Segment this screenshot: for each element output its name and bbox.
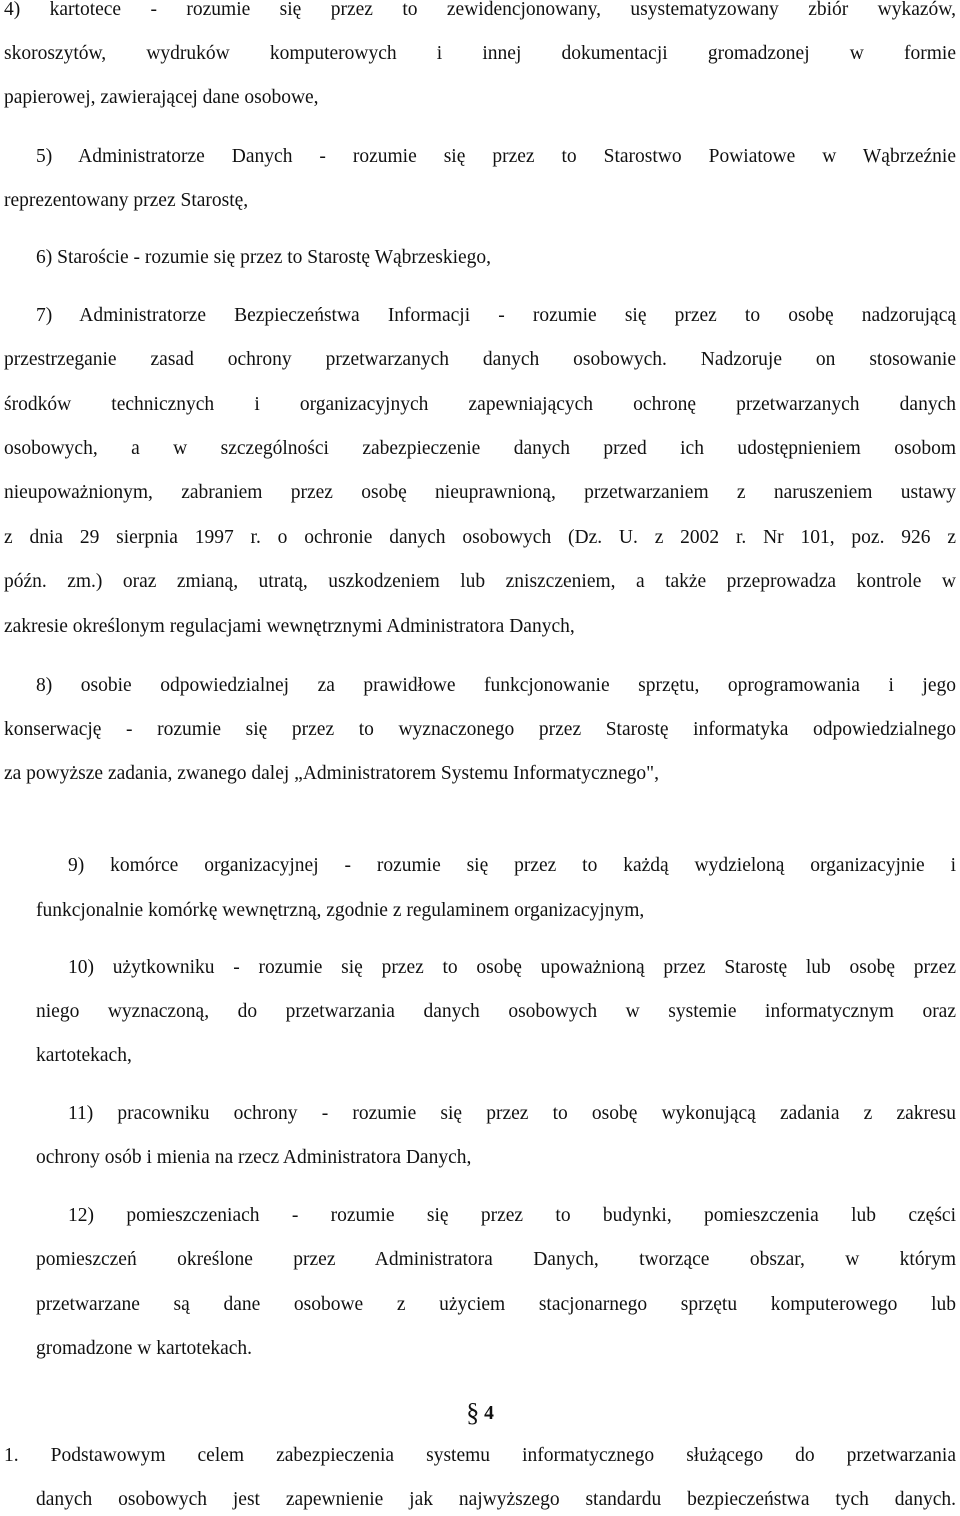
text-line: konserwację - rozumie się przez to wyznaczonego przez Starostę informatyka odpowiedzialnego <box>4 719 956 740</box>
text-line: 12) pomieszczeniach - rozumie się przez to budynki, pomieszczenia lub części <box>68 1205 956 1226</box>
text-line: przestrzeganie zasad ochrony przetwarzanych danych osobowych. Nadzoruje on stosowanie <box>4 349 956 370</box>
text-line: 7) Administratorze Bezpieczeństwa Informacji - rozumie się przez to osobę nadzorującą <box>36 305 956 326</box>
text-line: zakresie określonym regulacjami wewnętrznymi Administratora Danych, <box>4 616 575 637</box>
text-line: 8) osobie odpowiedzialnej za prawidłowe funkcjonowanie sprzętu, oprogramowania i jego <box>36 675 956 696</box>
text-line: funkcjonalnie komórkę wewnętrzną, zgodnie z regulaminem organizacyjnym, <box>36 900 645 921</box>
text-line: przetwarzane są dane osobowe z użyciem stacjonarnego sprzętu komputerowego lub <box>36 1294 956 1315</box>
text-line: 6) Staroście - rozumie się przez to Starostę Wąbrzeskiego, <box>36 247 492 268</box>
section-heading <box>0 1400 960 1427</box>
text-line: późn. zm.) oraz zmianą, utratą, uszkodzeniem lub zniszczeniem, a także przeprowadza kontrole w <box>4 571 956 592</box>
text-line: papierowej, zawierającej dane osobowe, <box>4 87 319 108</box>
text-line: za powyższe zadania, zwanego dalej „Administratorem Systemu Informatycznego", <box>4 763 660 784</box>
text-line: reprezentowany przez Starostę, <box>4 190 249 211</box>
text-line: nieupoważnionym, zabraniem przez osobę nieuprawnioną, przetwarzaniem z naruszeniem ustawy <box>4 482 956 503</box>
text-line: skoroszytów, wydruków komputerowych i innej dokumentacji gromadzonej w formie <box>4 43 956 64</box>
text-line: pomieszczeń określone przez Administratora Danych, tworzące obszar, w którym <box>36 1249 956 1270</box>
section-number: 4 <box>484 1403 494 1424</box>
text-line: niego wyznaczoną, do przetwarzania danych osobowych w systemie informatycznym oraz <box>36 1001 956 1022</box>
text-line: 4) kartotece - rozumie się przez to zewidencjonowany, usystematyzowany zbiór wykazów, <box>4 0 956 20</box>
text-line: 10) użytkowniku - rozumie się przez to osobę upoważnioną przez Starostę lub osobę przez <box>68 957 956 978</box>
text-line: 9) komórce organizacyjnej - rozumie się przez to każdą wydzieloną organizacyjnie i <box>68 855 956 876</box>
text-line: gromadzone w kartotekach. <box>36 1338 253 1359</box>
text-line: środków technicznych i organizacyjnych zapewniających ochronę przetwarzanych danych <box>4 394 956 415</box>
text-line: z dnia 29 sierpnia 1997 r. o ochronie danych osobowych (Dz. U. z 2002 r. Nr 101, poz. 926 z <box>4 527 956 548</box>
text-line: 11) pracowniku ochrony - rozumie się przez to osobę wykonującą zadania z zakresu <box>68 1103 956 1124</box>
text-line: 1. Podstawowym celem zabezpieczenia systemu informatycznego służącego do przetwarzania <box>4 1445 956 1466</box>
text-line: osobowych, a w szczególności zabezpieczenie danych przed ich udostępnieniem osobom <box>4 438 956 459</box>
text-line: 5) Administratorze Danych - rozumie się przez to Starostwo Powiatowe w Wąbrzeźnie <box>36 146 956 167</box>
text-line: ochrony osób i mienia na rzecz Administratora Danych, <box>36 1147 472 1168</box>
text-line: kartotekach, <box>36 1045 132 1066</box>
text-line: danych osobowych jest zapewnienie jak najwyższego standardu bezpieczeństwa tych danych. <box>36 1489 956 1510</box>
section-symbol: § <box>466 1398 480 1427</box>
